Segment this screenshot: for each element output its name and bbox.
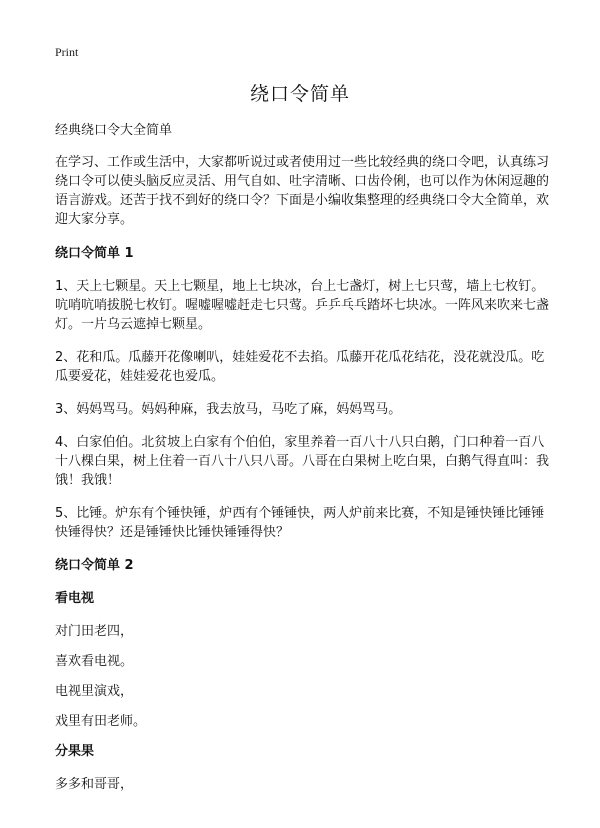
paragraph-item-2: 2、花和瓜。瓜藤开花像喇叭，娃娃爱花不去掐。瓜藤开花瓜花结花，没花就没瓜。吃瓜要爱花，娃娃爱花也爱瓜。 xyxy=(55,350,545,384)
paragraph-item-3: 3、妈妈骂马。妈妈种麻，我去放马，马吃了麻，妈妈骂马。 xyxy=(55,402,402,417)
print-link[interactable]: Print xyxy=(55,45,79,59)
paragraph-item-1: 1、天上七颗星。天上七颗星，地上七块冰，台上七盏灯，树上七只莺，墙上七枚钉。吭哨吭哨拔脱七枚钉。喔嘘喔嘘赶走七只莺。乒乒乓乓踏坏七块冰。一阵风来吹来七盏灯。一片乌云遮掉七颗星。 xyxy=(55,279,550,332)
poem-title-1: 看电视 xyxy=(55,591,95,606)
article-body xyxy=(55,121,552,805)
paragraph-item-4: 4、白家伯伯。北贫坡上白家有个伯伯，家里养着一百八十八只白鹅，门口种着一百八十八棵白果，树上住着一百八十八只八哥。八哥在白果树上吃白果，白鹅气得直叫：我饿！我饿！ xyxy=(55,435,550,488)
poem-line: 喜欢看电视。 xyxy=(55,654,134,669)
section-heading-1: 绕口令简单 1 xyxy=(55,246,134,261)
poem-line: 对门田老四， xyxy=(55,624,134,639)
poem-line: 多多和哥哥， xyxy=(55,777,134,792)
poem-line: 戏里有田老师。 xyxy=(55,714,147,729)
subtitle: 经典绕口令大全简单 xyxy=(55,123,173,138)
poem-title-2: 分果果 xyxy=(55,744,95,759)
page-title: 绕口令简单 xyxy=(249,83,350,105)
section-heading-2: 绕口令简单 2 xyxy=(55,558,134,573)
poem-line: 电视里演戏， xyxy=(55,684,134,699)
intro-paragraph: 在学习、工作或生活中，大家都听说过或者使用过一些比较经典的绕口令吧，认真练习绕口令可以使头脑反应灵活、用气自如、吐字清晰、口齿伶俐，也可以作为休闲逗趣的语言游戏。还苦于找不到好的绕口令？下面是小编收集整理的经典绕口令大全简单，欢迎大家分享。 xyxy=(55,155,550,227)
paragraph-item-5: 5、比锤。炉东有个锤快锤，炉西有个锤锤快，两人炉前来比赛，不知是锤快锤比锤锤快锤得快？还是锤锤快比锤快锤锤得快？ xyxy=(55,506,545,540)
